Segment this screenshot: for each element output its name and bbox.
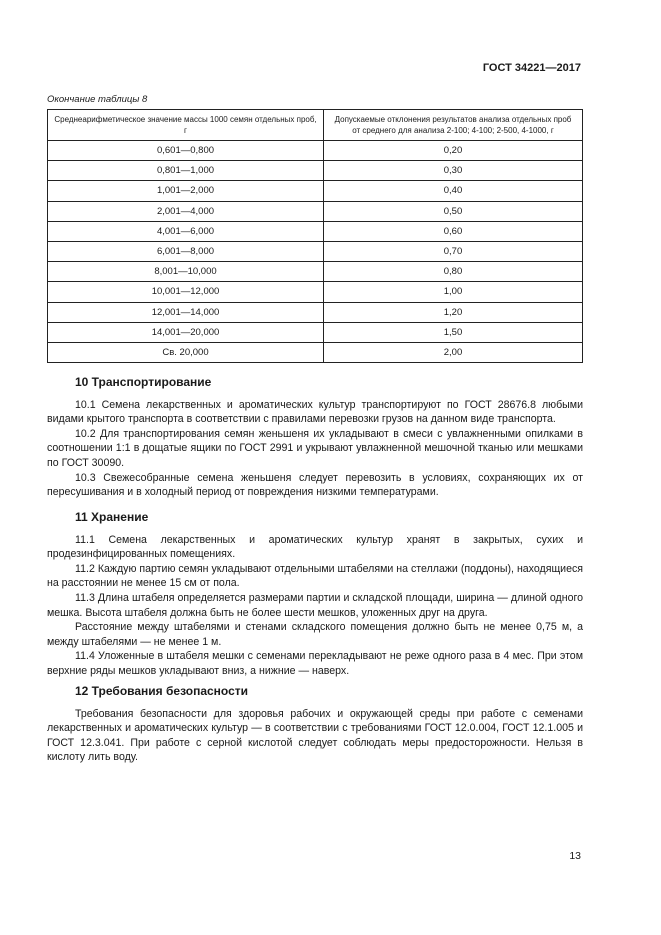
paragraph: 11.4 Уложенные в штабеля мешки с семенами перекладывают не реже одного раза в 4 мес. При этом верхние ряды мешков укладывают вниз, а нижние — наверх. <box>47 650 583 677</box>
document-code: ГОСТ 34221—2017 <box>482 62 581 74</box>
section-title: 12 Требования безопасности <box>75 684 249 698</box>
table-row <box>48 241 583 261</box>
table-row <box>48 282 583 302</box>
table-row <box>48 181 583 201</box>
cell-mass: 6,001—8,000 <box>48 241 324 261</box>
cell-mass: 12,001—14,000 <box>48 302 324 322</box>
cell-deviation: 2,00 <box>324 342 583 362</box>
cell-mass: 2,001—4,000 <box>48 201 324 221</box>
cell-mass: 10,001—12,000 <box>48 282 324 302</box>
cell-deviation: 1,50 <box>324 322 583 342</box>
cell-deviation: 0,50 <box>324 201 583 221</box>
cell-deviation: 0,80 <box>324 262 583 282</box>
section-title: 11 Хранение <box>75 510 149 524</box>
column-header-mass: Среднеарифметическое значение массы 1000 семян отдельных проб, г <box>48 110 324 141</box>
table-row <box>48 141 583 161</box>
paragraph: 10.3 Свежесобранные семена женьшеня следует перевозить в условиях, сохраняющих их от пересушивания и в холодный период от повреждения низкими температурами. <box>47 471 583 499</box>
table-header-row <box>48 110 583 141</box>
table-row <box>48 262 583 282</box>
table-row <box>48 342 583 362</box>
section-transportation <box>47 375 583 500</box>
table-8 <box>47 109 583 363</box>
table-row <box>48 322 583 342</box>
cell-mass: 4,001—6,000 <box>48 221 324 241</box>
cell-deviation: 1,20 <box>324 302 583 322</box>
paragraph: 11.3 Длина штабеля определяется размерами партии и складской площади, ширина — длиной одного мешка. Высота штабеля должна быть не более шести мешков, уложенных друг на друга. <box>47 591 583 619</box>
cell-deviation: 0,60 <box>324 221 583 241</box>
section-safety <box>47 684 583 765</box>
page-number: 13 <box>569 850 581 862</box>
cell-mass: 1,001—2,000 <box>48 181 324 201</box>
section-storage <box>47 510 583 679</box>
paragraph: Требования безопасности для здоровья рабочих и окружающей среды при работе с семенами лекарственных и ароматических культур — в соответствии с требованиями ГОСТ 12.0.004, ГОСТ 12.1.005 и ГОСТ 12.3.041. При работе с серной кислотой следует соблюдать меры предосторожности. Нельзя в кислоту лить воду. <box>47 707 583 764</box>
cell-mass: 8,001—10,000 <box>48 262 324 282</box>
cell-deviation: 1,00 <box>324 282 583 302</box>
section-title: 10 Транспортирование <box>75 375 212 389</box>
paragraph: 10.2 Для транспортирования семян женьшеня их укладывают в смеси с увлажненными опилками в соотношении 1:1 в дощатые ящики по ГОСТ 2991 и укрывают увлажненной мешочной тканью или мешками по ГОСТ 30090. <box>47 427 583 469</box>
cell-deviation: 0,70 <box>324 241 583 261</box>
paragraph: 11.2 Каждую партию семян укладывают отдельными штабелями на стеллажи (поддоны), находящиеся на расстоянии не менее 15 см от пола. <box>47 562 583 590</box>
cell-mass: 0,601—0,800 <box>48 141 324 161</box>
paragraph: 10.1 Семена лекарственных и ароматических культур транспортируют по ГОСТ 28676.8 любыми видами крытого транспорта в соответствии с правилами перевозки грузов на данном виде транспорта. <box>47 398 583 426</box>
table-row <box>48 161 583 181</box>
cell-mass: 0,801—1,000 <box>48 161 324 181</box>
cell-deviation: 0,30 <box>324 161 583 181</box>
cell-mass: 14,001—20,000 <box>48 322 324 342</box>
paragraph: Расстояние между штабелями и стенами складского помещения должно быть не менее 0,75 м, а между штабелями — не менее 1 м. <box>47 621 583 648</box>
column-header-deviation: Допускаемые отклонения результатов анализа отдельных проб от среднего для анализа 2-100; 4-100; 2-500, 4-1000, г <box>324 110 583 141</box>
table-caption: Окончание таблицы 8 <box>47 94 148 105</box>
paragraph: 11.1 Семена лекарственных и ароматических культур хранят в закрытых, сухих и продезинфицированных помещениях. <box>47 533 583 561</box>
table-row <box>48 201 583 221</box>
cell-deviation: 0,40 <box>324 181 583 201</box>
table-row <box>48 302 583 322</box>
table-row <box>48 221 583 241</box>
cell-mass: Св. 20,000 <box>48 342 324 362</box>
cell-deviation: 0,20 <box>324 141 583 161</box>
